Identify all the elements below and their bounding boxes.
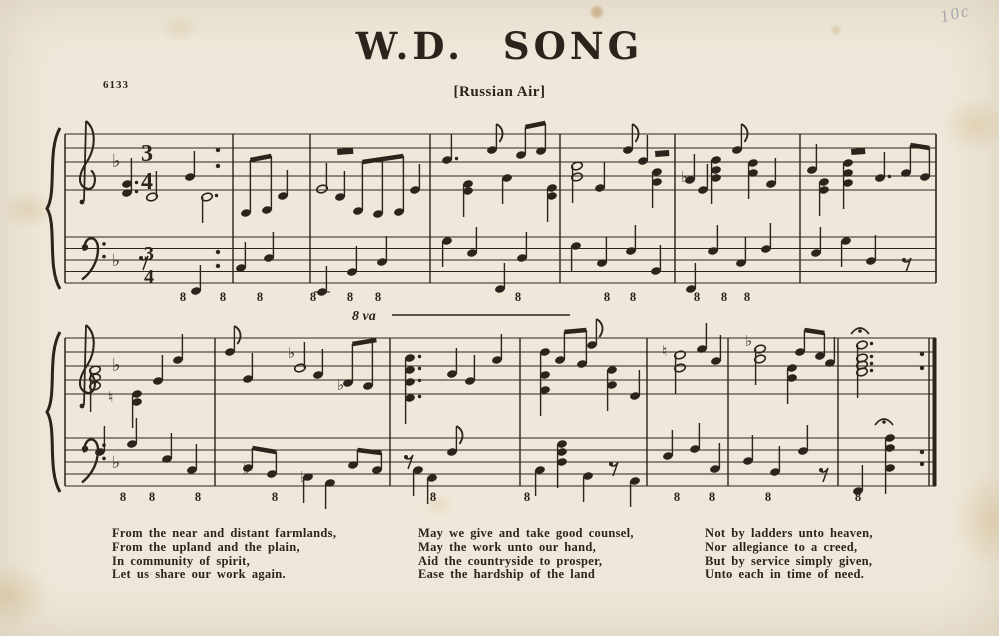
figure-8: 8 (629, 290, 637, 304)
accidental: ♭ (681, 170, 689, 186)
lyrics-verse-3 (705, 527, 873, 582)
system-2 (47, 309, 937, 509)
figure-8: 8 (179, 290, 187, 304)
bass-clef (82, 439, 106, 482)
time-signature: 3 (144, 243, 154, 265)
key-flat: ♭ (112, 453, 121, 472)
bass-clef (82, 238, 106, 279)
figure-8: 8 (219, 290, 227, 304)
pencil-price-annotation: 10c (938, 0, 973, 27)
accidental: ♭ (745, 334, 753, 350)
svg-text:4: 4 (141, 169, 153, 195)
accidental: ♭ (243, 462, 251, 478)
key-flat: ♭ (112, 355, 121, 375)
figure-8: 8 (346, 290, 354, 304)
lyrics-line: May the work unto our hand, (418, 539, 597, 554)
accidental: ♭ (300, 470, 308, 486)
lyrics-line: Ease the hardship of the land (418, 567, 596, 582)
lyrics-section (0, 527, 999, 607)
figure-8: 8 (603, 290, 611, 304)
figure-8: 8 (673, 490, 681, 504)
key-flat: ♭ (112, 251, 121, 270)
figure-8: 8 (119, 490, 127, 504)
system-brace (47, 128, 60, 289)
key-flat: ♭ (112, 151, 121, 171)
time-signature: 3 (141, 141, 153, 167)
page-title: W.D. SONG (355, 24, 644, 68)
lyrics-line: In community of spirit, (112, 553, 251, 568)
figure-8: 8 (523, 490, 531, 504)
lyrics-line: Unto each in time of need. (705, 567, 865, 582)
page-subtitle: [Russian Air] (453, 84, 546, 100)
figure-8: 8 (148, 490, 156, 504)
figure-8: 8 (720, 290, 728, 304)
figure-8: 8 (194, 490, 202, 504)
accidental: ♮ (108, 390, 114, 406)
lyrics-verse-2 (418, 527, 634, 582)
accidental: ♭ (337, 378, 345, 394)
svg-text:4: 4 (144, 266, 154, 288)
system-1 (47, 121, 936, 304)
figure-8: 8 (256, 290, 264, 304)
figure-8: 8 (708, 490, 716, 504)
figure-8: 8 (374, 290, 382, 304)
fermata (851, 328, 869, 334)
figure-8: 8 (743, 290, 751, 304)
figure-8: 8 (429, 490, 437, 504)
figure-8: 8 (764, 490, 772, 504)
lyrics-line: Not by ladders unto heaven, (705, 526, 873, 540)
lyrics-line: But by service simply given, (705, 553, 873, 568)
lyrics-line: Let us share our work again. (112, 567, 286, 582)
figure-8: 8 (271, 490, 279, 504)
accidental: ♭ (288, 346, 296, 362)
fermata (875, 419, 893, 425)
lyrics-line: From the upland and the plain, (112, 539, 300, 554)
system-brace (47, 332, 60, 492)
plate-number: 6133 (103, 79, 129, 91)
figure-8: 8 (854, 490, 862, 504)
lyrics-line: Aid the countryside to prosper, (418, 553, 603, 568)
figure-8: 8 (693, 290, 701, 304)
accidental: ♮ (662, 344, 668, 360)
lyrics-verse-1 (112, 527, 336, 582)
figure-8: 8 (514, 290, 522, 304)
octave-marking: 8 va (352, 309, 376, 324)
lyrics-line: From the near and distant farmlands, (112, 526, 337, 540)
lyrics-line: May we give and take good counsel, (418, 526, 634, 540)
lyrics-line: Nor allegiance to a creed, (705, 539, 858, 554)
figure-8: 8 (309, 290, 317, 304)
